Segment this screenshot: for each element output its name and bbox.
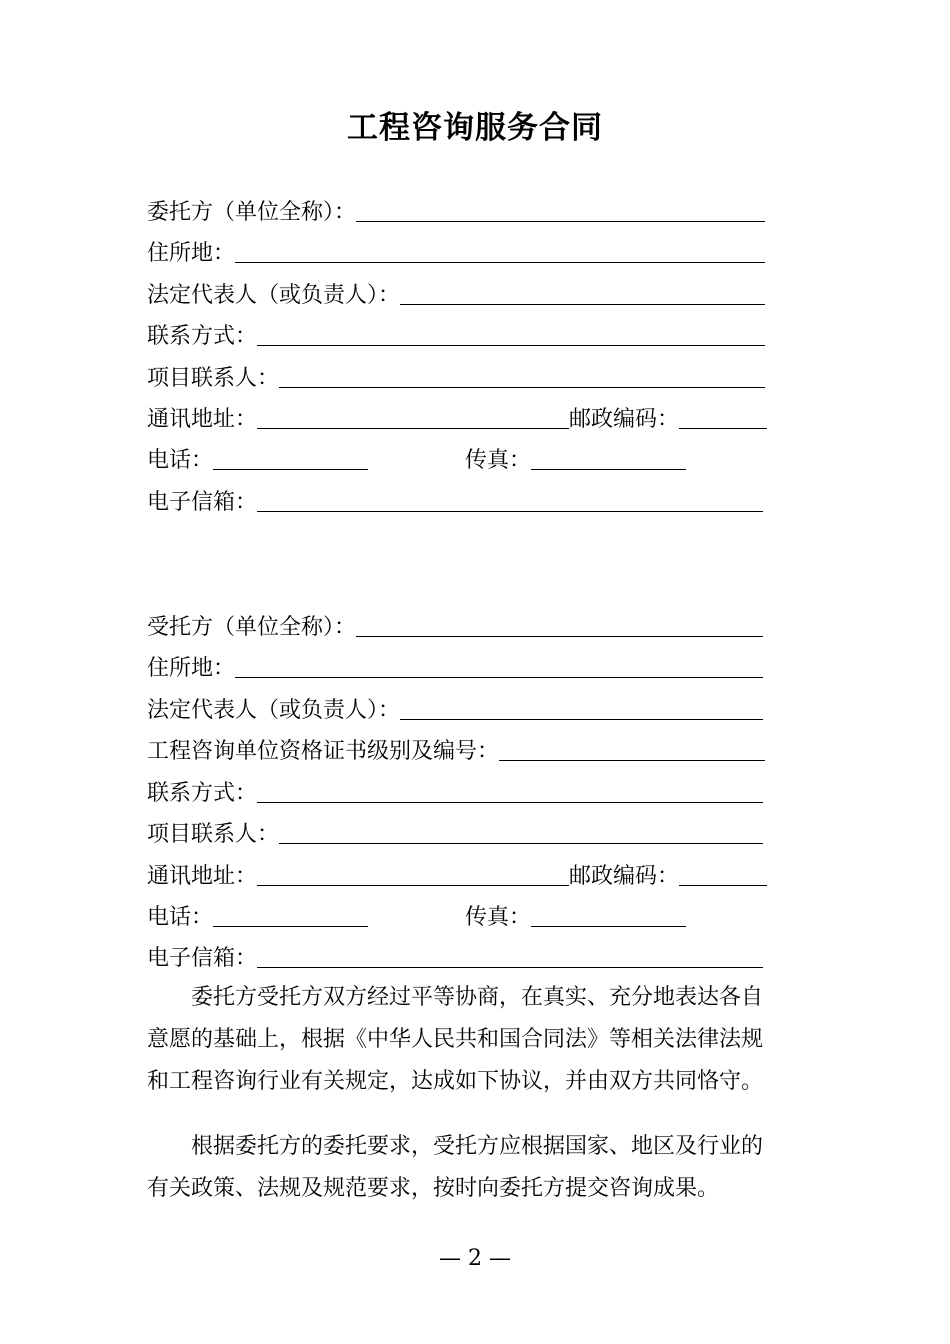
contractor-contact-blank[interactable] xyxy=(257,778,763,803)
paragraph-line: 意愿的基础上，根据《中华人民共和国合同法》等相关法律法规 xyxy=(147,1027,764,1052)
contractor-name-blank[interactable] xyxy=(356,612,763,637)
paragraph-line: 和工程咨询行业有关规定，达成如下协议，并由双方共同恪守。 xyxy=(147,1069,764,1094)
document-title: 工程咨询服务合同 xyxy=(347,110,603,146)
contractor-mail-blank[interactable] xyxy=(257,861,569,886)
client-postcode-blank[interactable] xyxy=(679,404,767,429)
contractor-postcode-blank[interactable] xyxy=(679,861,767,886)
contractor-address-field xyxy=(147,650,763,684)
client-name-blank[interactable] xyxy=(356,197,765,222)
contractor-mail-field xyxy=(147,858,767,892)
client-mail-field xyxy=(147,401,767,435)
contractor-project-contact-field xyxy=(147,816,763,850)
agreement-paragraph xyxy=(147,977,807,1103)
client-name-label: 委托方（单位全称）： xyxy=(147,200,357,225)
client-project-contact-blank[interactable] xyxy=(279,363,765,388)
client-email-blank[interactable] xyxy=(257,487,763,512)
contractor-email-field xyxy=(147,940,763,974)
contractor-name-label: 受托方（单位全称）： xyxy=(147,615,357,640)
client-email-field xyxy=(147,484,763,518)
contractor-rep-field xyxy=(147,692,763,726)
client-mail-label: 通讯地址： xyxy=(147,407,258,432)
client-address-label: 住所地： xyxy=(147,241,236,266)
contractor-mail-label: 通讯地址： xyxy=(147,864,258,889)
client-postcode-label: 邮政编码： xyxy=(569,407,680,432)
contractor-cert-label: 工程咨询单位资格证书级别及编号： xyxy=(147,739,500,764)
contractor-postcode-label: 邮政编码： xyxy=(569,864,680,889)
client-fax-label: 传真： xyxy=(465,448,532,473)
page-number: — 2 — xyxy=(439,1246,511,1271)
contractor-fax-label: 传真： xyxy=(465,905,532,930)
client-rep-label: 法定代表人（或负责人）： xyxy=(147,283,401,308)
contractor-email-blank[interactable] xyxy=(257,943,763,968)
client-project-contact-field xyxy=(147,360,765,394)
contractor-phone-blank[interactable] xyxy=(213,902,368,927)
scope-paragraph xyxy=(147,1126,807,1210)
contractor-name-field xyxy=(147,609,763,643)
contractor-cert-field xyxy=(147,733,765,767)
client-address-field xyxy=(147,235,765,269)
contractor-phone-label: 电话： xyxy=(147,905,214,930)
client-phone-fax-field xyxy=(147,442,707,476)
contractor-contact-label: 联系方式： xyxy=(147,781,258,806)
contractor-phone-fax-field xyxy=(147,899,707,933)
client-mail-blank[interactable] xyxy=(257,404,569,429)
contractor-project-contact-label: 项目联系人： xyxy=(147,822,280,847)
client-rep-field xyxy=(147,277,765,311)
client-phone-label: 电话： xyxy=(147,448,214,473)
contractor-email-label: 电子信箱： xyxy=(147,946,258,971)
contractor-address-blank[interactable] xyxy=(235,653,763,678)
client-contact-blank[interactable] xyxy=(257,321,765,346)
contractor-address-label: 住所地： xyxy=(147,656,236,681)
contractor-cert-blank[interactable] xyxy=(499,736,765,761)
paragraph-line: 委托方受托方双方经过平等协商，在真实、充分地表达各自 xyxy=(191,985,764,1010)
client-project-contact-label: 项目联系人： xyxy=(147,366,280,391)
client-email-label: 电子信箱： xyxy=(147,490,258,515)
contractor-contact-field xyxy=(147,775,763,809)
client-rep-blank[interactable] xyxy=(400,280,765,305)
client-contact-field xyxy=(147,318,765,352)
client-phone-blank[interactable] xyxy=(213,445,368,470)
paragraph-line: 有关政策、法规及规范要求，按时向委托方提交咨询成果。 xyxy=(147,1176,720,1201)
contractor-project-contact-blank[interactable] xyxy=(279,819,763,844)
client-address-blank[interactable] xyxy=(235,238,765,263)
contractor-fax-blank[interactable] xyxy=(531,902,686,927)
client-fax-blank[interactable] xyxy=(531,445,686,470)
client-name-field xyxy=(147,194,765,228)
paragraph-line: 根据委托方的委托要求，受托方应根据国家、地区及行业的 xyxy=(191,1134,764,1159)
client-contact-label: 联系方式： xyxy=(147,324,258,349)
contractor-rep-label: 法定代表人（或负责人）： xyxy=(147,698,401,723)
contractor-rep-blank[interactable] xyxy=(400,695,763,720)
